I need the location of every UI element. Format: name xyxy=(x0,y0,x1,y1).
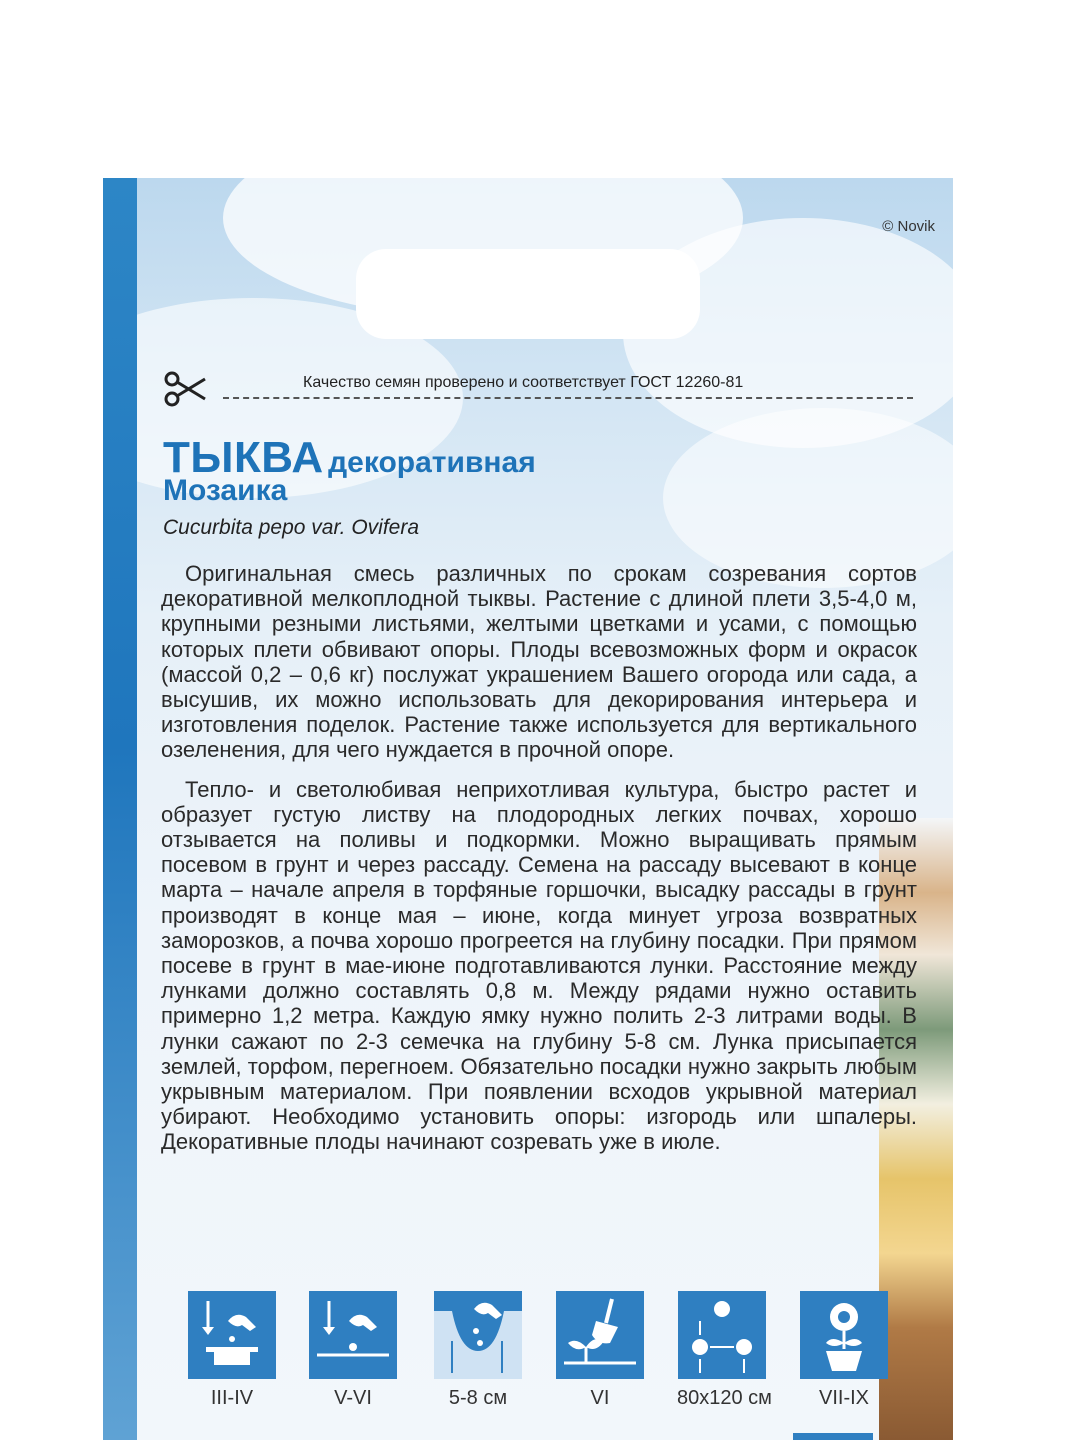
description-paragraph: Оригинальная смесь различных по срокам созревания сортов декоративной мелкоплодной тыквы. Растение с длиной плети 3,5-4,0 м, крупными резными листьями, желтыми цветками и усами, с помощью которых плети обвивают опоры. Плоды всевозможных форм и окрасок (массой 0,2 – 0,6 кг) послужат украшением Вашего огорода или сада, а высушив, их можно использовать для декорирования интерьера и изготовления поделок. Растение также используется для вертикального озеленения, для чего нуждается в прочной опоре. xyxy=(161,561,917,763)
title-main: ТЫКВА xyxy=(163,433,324,482)
open-ground-sowing-icon xyxy=(309,1291,397,1379)
icon-cell xyxy=(799,1291,889,1410)
icon-cell xyxy=(308,1291,398,1410)
icon-label: III-IV xyxy=(210,1387,254,1409)
description xyxy=(161,561,917,1155)
icon-cell xyxy=(433,1291,523,1410)
icon-label: 80х120 см xyxy=(677,1387,772,1409)
icon-cell xyxy=(555,1291,645,1410)
planting-scheme-icon xyxy=(678,1291,766,1379)
icon-label: VII-IX xyxy=(818,1387,869,1409)
quality-note: Качество семян проверено и соответствует ГОСТ 12260-81 xyxy=(303,374,744,391)
sowing-depth-icon xyxy=(434,1291,522,1379)
description-paragraph: Тепло- и светолюбивая неприхотливая культура, быстро растет и образует густую листву на плодородных легких почвах, хорошо отзывается на поливы и подкормки. Можно выращивать прямым посевом в грунт и через рассаду. Семена на рассаду высевают в конце марта – начале апреля в торфяные горшочки, высадку рассады в грунт производят в конце мая – июне, когда минует угроза возвратных заморозков, а почва хорошо прогреется на глубину посадки. При прямом посеве в грунт в мае-июне подготавливаются лунки. Расстояние между лунками должно составлять 0,8 м. Между рядами нужно оставить примерно 1,2 метра. Каждую ямку нужно полить 2-3 литрами воды. В лунки сажают по 2-3 семечка на глубину 5-8 см. Лунка присыпается землей, торфом, перегноем. Обязательно посадки нужно закрыть любым укрывным материалом. При появлении всходов укрывной материал убирают. Необходимо установить опоры: изгородь или шпалеры. Декоративные плоды начинают созревать уже в июле. xyxy=(161,776,917,1155)
seedling-sowing-icon xyxy=(188,1291,276,1379)
flowering-icon xyxy=(800,1291,888,1379)
icon-cell xyxy=(187,1291,277,1410)
title-sub: декоративная xyxy=(328,446,536,479)
cut-line xyxy=(223,397,913,399)
latin-name: Cucurbita pepo var. Ovifera xyxy=(163,516,420,539)
left-blue-strip xyxy=(103,178,137,1440)
icon-label: 5-8 см xyxy=(448,1387,508,1409)
scissors-icon xyxy=(163,371,207,407)
seed-packet-back xyxy=(103,178,953,1440)
copyright: © Novik xyxy=(882,218,935,235)
icon-cell xyxy=(677,1291,772,1410)
bottom-blue-bar xyxy=(793,1433,873,1440)
variety-name: Мозаика xyxy=(163,474,288,507)
hang-slot xyxy=(356,249,700,339)
growing-icons xyxy=(187,1291,887,1411)
transplant-icon xyxy=(556,1291,644,1379)
icon-label: V-VI xyxy=(334,1387,372,1409)
icon-label: VI xyxy=(590,1387,610,1409)
